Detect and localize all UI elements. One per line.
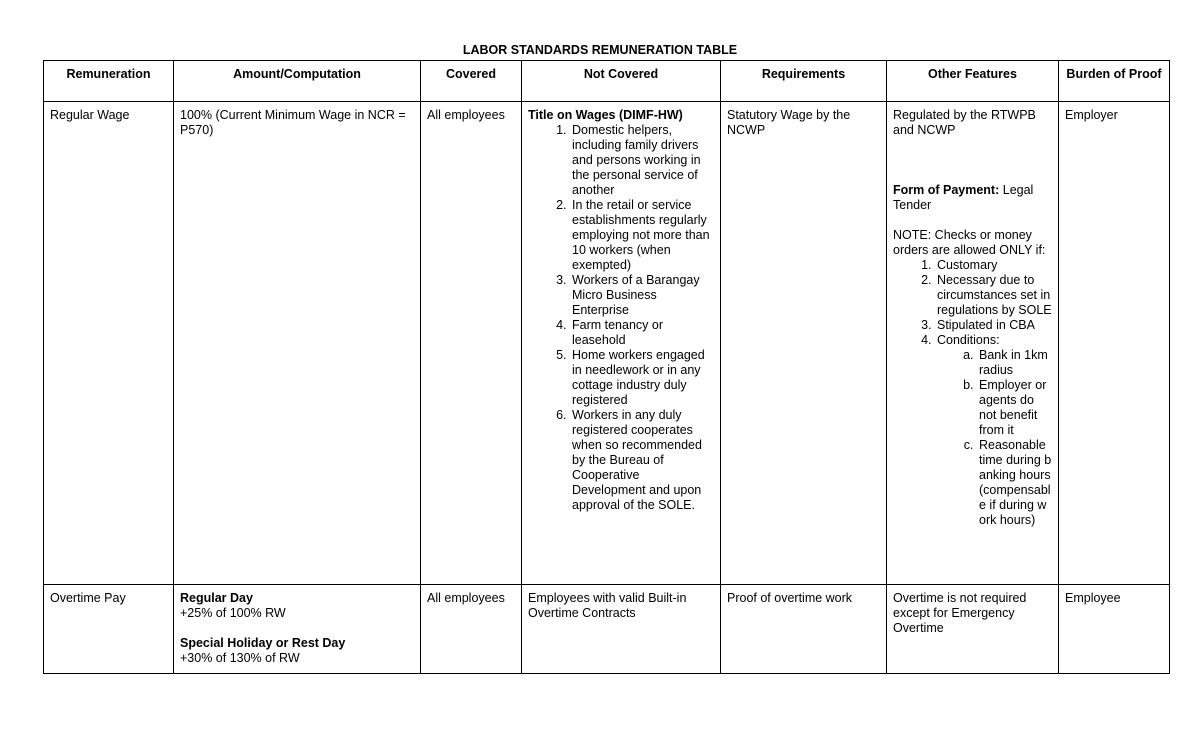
header-requirements: Requirements — [721, 61, 887, 102]
document-title: LABOR STANDARDS REMUNERATION TABLE — [462, 43, 738, 57]
not-covered-text: Employees with valid Built-in Overtime Contracts — [528, 591, 687, 620]
cell-remuneration — [44, 585, 174, 674]
note-list — [893, 258, 1052, 348]
cell-requirements — [721, 585, 887, 674]
cell-not-covered — [522, 585, 721, 674]
table-row-overtime-pay — [44, 585, 1170, 674]
burden-text: Employee — [1065, 591, 1121, 605]
list-item: 4. Farm tenancy or leasehold — [570, 318, 714, 348]
not-covered-title: Title on Wages (DIMF-HW) — [528, 108, 683, 122]
header-other-features: Other Features — [887, 61, 1059, 102]
form-of-payment-label: Form of Payment: — [893, 183, 1000, 197]
covered-text: All employees — [427, 591, 505, 605]
cell-covered — [421, 585, 522, 674]
remuneration-text: Regular Wage — [50, 108, 130, 122]
regular-day-value: +25% of 100% RW — [180, 606, 286, 620]
not-covered-list — [528, 123, 714, 513]
amount-text: 100% (Current Minimum Wage in NCR = P570) — [180, 108, 406, 137]
burden-text: Employer — [1065, 108, 1118, 122]
cell-requirements — [721, 102, 887, 585]
cell-other-features — [887, 102, 1059, 585]
list-item: b. Employer or agents do not benefit from it — [977, 378, 1052, 438]
header-remuneration: Remuneration — [44, 61, 174, 102]
list-item: c. Reasonable time during banking hours (compensable if during work hours) — [977, 438, 1052, 528]
header-covered: Covered — [421, 61, 522, 102]
header-burden-of-proof: Burden of Proof — [1059, 61, 1170, 102]
other-features-text: Overtime is not required except for Emergency Overtime — [893, 591, 1027, 635]
remuneration-table — [43, 60, 1170, 674]
cell-burden — [1059, 585, 1170, 674]
regulated-text: Regulated by the RTWPB and NCWP — [893, 108, 1036, 137]
cell-other-features — [887, 585, 1059, 674]
requirements-text: Proof of overtime work — [727, 591, 853, 605]
conditions-list — [893, 348, 1052, 528]
header-amount: Amount/Computation — [174, 61, 421, 102]
cell-covered — [421, 102, 522, 585]
list-item: 2. In the retail or service establishments regularly employing not more than 10 workers (when exempted) — [570, 198, 714, 273]
list-item: a. Bank in 1km radius — [977, 348, 1052, 378]
special-holiday-label: Special Holiday or Rest Day — [180, 636, 346, 650]
list-item: 3. Workers of a Barangay Micro Business Enterprise — [570, 273, 714, 318]
cell-amount — [174, 102, 421, 585]
requirements-text: Statutory Wage by the NCWP — [727, 108, 851, 137]
table-row-regular-wage — [44, 102, 1170, 585]
special-holiday-value: +30% of 130% of RW — [180, 651, 300, 665]
list-item: 6. Workers in any duly registered cooperates when so recommended by the Bureau of Cooperative Development and upon approval of the SOLE. — [570, 408, 714, 513]
header-row — [44, 61, 1170, 102]
cell-amount — [174, 585, 421, 674]
list-item: 2. Necessary due to circumstances set in regulations by SOLE — [935, 273, 1052, 318]
cell-burden — [1059, 102, 1170, 585]
list-item: 4. Conditions: — [935, 333, 1052, 348]
cell-not-covered — [522, 102, 721, 585]
cell-remuneration — [44, 102, 174, 585]
list-item: 1. Domestic helpers, including family drivers and persons working in the personal service of another — [570, 123, 714, 198]
form-of-payment-value: Legal Tender — [893, 183, 1034, 212]
regular-day-label: Regular Day — [180, 591, 253, 605]
list-item: 5. Home workers engaged in needlework or in any cottage industry duly registered — [570, 348, 714, 408]
header-not-covered: Not Covered — [522, 61, 721, 102]
list-item: 3. Stipulated in CBA — [935, 318, 1052, 333]
covered-text: All employees — [427, 108, 505, 122]
remuneration-text: Overtime Pay — [50, 591, 126, 605]
list-item: 1. Customary — [935, 258, 1052, 273]
form-of-payment — [893, 183, 1052, 213]
note-text: NOTE: Checks or money orders are allowed ONLY if: — [893, 228, 1046, 257]
